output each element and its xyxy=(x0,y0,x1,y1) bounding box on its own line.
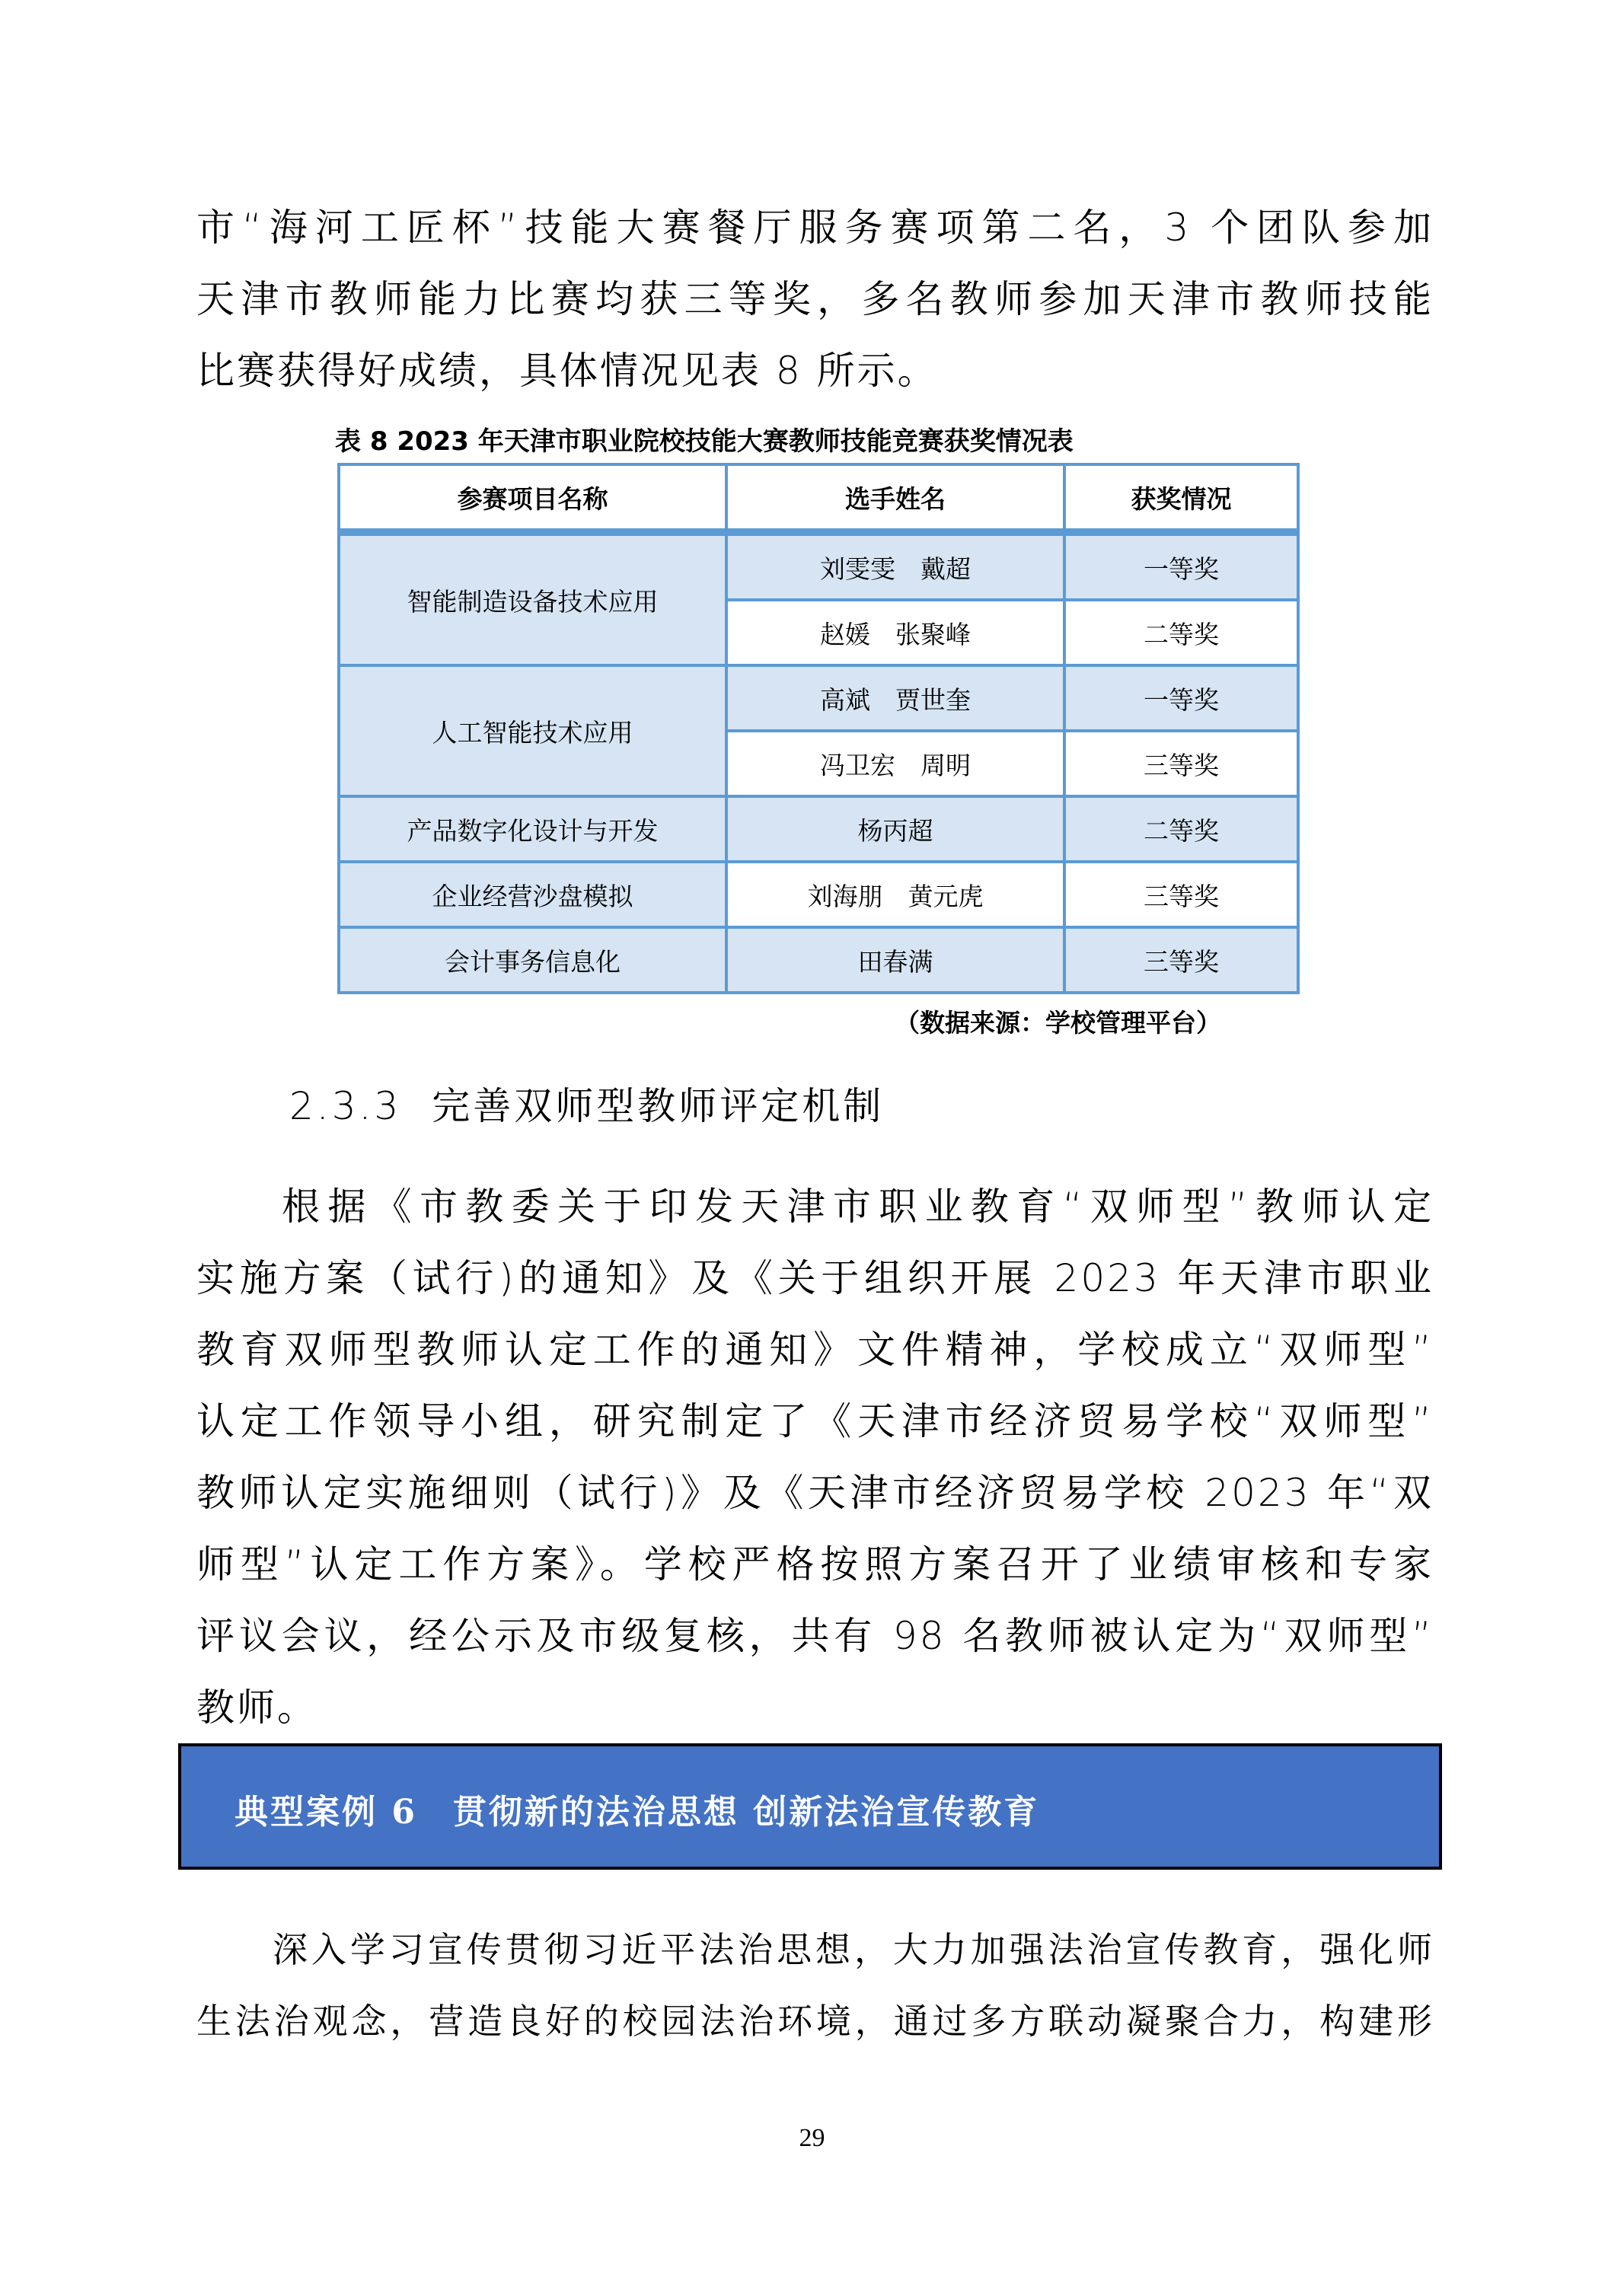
award-cell: 一等奖 xyxy=(1064,532,1298,600)
paragraph-line: 教育双师型教师认定工作的通知》文件精神，学校成立“双师型” xyxy=(196,1328,1434,1372)
case-banner xyxy=(178,1743,1442,1870)
table-source-note: （数据来源：学校管理平台） xyxy=(895,1008,1221,1038)
award-cell: 二等奖 xyxy=(1064,600,1298,665)
paragraph-line: 市“海河工匠杯”技能大赛餐厅服务赛项第二名，3 个团队参加 xyxy=(196,206,1434,250)
names-cell: 冯卫宏 周明 xyxy=(726,731,1064,796)
paragraph-line: 师型”认定工作方案》。学校严格按照方案召开了业绩审核和专家 xyxy=(196,1542,1434,1586)
table-row xyxy=(339,927,1298,993)
award-cell: 一等奖 xyxy=(1064,665,1298,731)
table-row xyxy=(339,796,1298,862)
section-heading xyxy=(289,1076,884,1130)
award-cell: 三等奖 xyxy=(1064,731,1298,796)
table-header-row xyxy=(339,464,1298,532)
paragraph-line: 认定工作领导小组，研究制定了《天津市经济贸易学校“双师型” xyxy=(196,1399,1434,1443)
awards-table xyxy=(337,463,1300,994)
award-cell: 三等奖 xyxy=(1064,862,1298,927)
page-number: 29 xyxy=(799,2124,825,2152)
names-cell: 田春满 xyxy=(726,927,1064,993)
intro-paragraph xyxy=(196,192,1434,407)
names-cell: 刘雯雯 戴超 xyxy=(726,532,1064,600)
table-caption: 表 8 2023 年天津市职业院校技能大赛教师技能竞赛获奖情况表 xyxy=(335,426,1074,457)
case-paragraph xyxy=(196,1914,1434,2057)
section-number: 2.3.3 xyxy=(289,1084,402,1128)
paragraph-line: 深入学习宣传贯彻习近平法治思想，大力加强法治宣传教育，强化师 xyxy=(273,1929,1434,1970)
column-header-award: 获奖情况 xyxy=(1064,464,1298,532)
project-cell: 企业经营沙盘模拟 xyxy=(339,862,726,927)
paragraph-line: 生法治观念，营造良好的校园法治环境，通过多方联动凝聚合力，构建形 xyxy=(196,2001,1434,2042)
paragraph-line: 教师认定实施细则（试行)》及《天津市经济贸易学校 2023 年“双 xyxy=(196,1471,1434,1515)
section-paragraph xyxy=(196,1171,1434,1743)
project-cell: 人工智能技术应用 xyxy=(339,665,726,796)
project-cell: 产品数字化设计与开发 xyxy=(339,796,726,862)
names-cell: 高斌 贾世奎 xyxy=(726,665,1064,731)
project-cell: 会计事务信息化 xyxy=(339,927,726,993)
case-banner-title: 典型案例 6 贯彻新的法治思想 创新法治宣传教育 xyxy=(235,1793,1040,1832)
paragraph-line: 评议会议，经公示及市级复核，共有 98 名教师被认定为“双师型” xyxy=(196,1614,1434,1658)
paragraph-line: 实施方案（试行)的通知》及《关于组织开展 2023 年天津市职业 xyxy=(196,1256,1434,1300)
table-row xyxy=(339,665,1298,731)
table-row xyxy=(339,862,1298,927)
names-cell: 赵媛 张聚峰 xyxy=(726,600,1064,665)
names-cell: 刘海朋 黄元虎 xyxy=(726,862,1064,927)
paragraph-line: 根据《市教委关于印发天津市职业教育“双师型”教师认定 xyxy=(282,1185,1434,1229)
section-title: 完善双师型教师评定机制 xyxy=(432,1084,885,1128)
column-header-names: 选手姓名 xyxy=(726,464,1064,532)
paragraph-line: 天津市教师能力比赛均获三等奖，多名教师参加天津市教师技能 xyxy=(196,277,1434,321)
paragraph-line: 比赛获得好成绩，具体情况见表 8 所示。 xyxy=(196,349,938,393)
table-row xyxy=(339,532,1298,600)
award-cell: 二等奖 xyxy=(1064,796,1298,862)
names-cell: 杨丙超 xyxy=(726,796,1064,862)
column-header-project: 参赛项目名称 xyxy=(339,464,726,532)
award-cell: 三等奖 xyxy=(1064,927,1298,993)
paragraph-line: 教师。 xyxy=(196,1685,317,1730)
project-cell: 智能制造设备技术应用 xyxy=(339,532,726,665)
